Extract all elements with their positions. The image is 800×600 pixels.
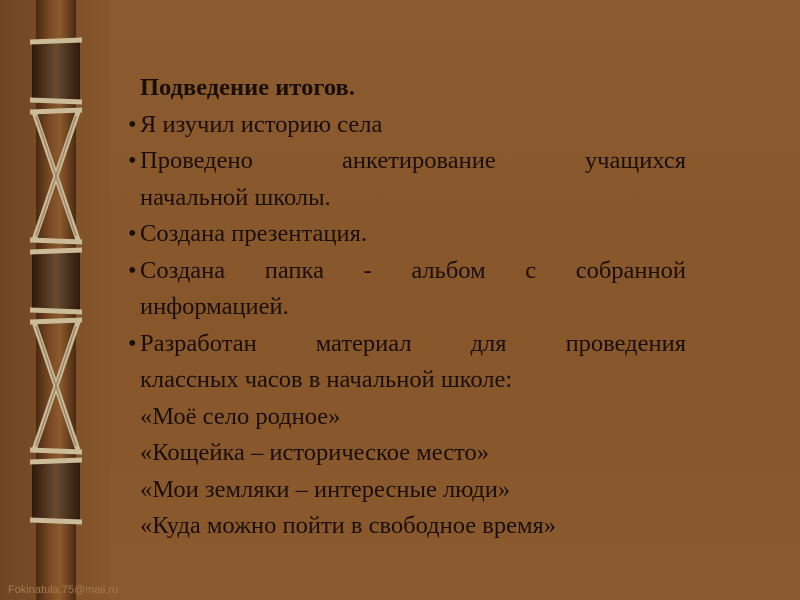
slide-title: Подведение итогов. <box>140 74 355 101</box>
bullet-text-continued: классных часов в начальной школе: <box>140 366 513 393</box>
topic-item: «Куда можно пойти в свободное время» <box>140 512 556 539</box>
bullet-marker: • <box>128 220 137 247</box>
watermark: Fokinatula.75@mail.ru <box>8 584 119 596</box>
bullet-item <box>128 253 686 326</box>
bullet-text-continued: информацией. <box>140 293 289 320</box>
bullet-item <box>128 107 686 144</box>
bullet-marker: • <box>128 147 137 174</box>
bullet-item <box>128 143 686 216</box>
bullet-text: Проведено анкетирование учащихся <box>140 147 686 174</box>
bullet-marker: • <box>128 110 137 138</box>
bullet-text: Я изучил историю села <box>140 110 383 138</box>
topic-item: «Мои земляки – интересные люди» <box>140 475 511 503</box>
rope-bound-wooden-pole-icon <box>30 0 82 600</box>
topic-item: «Моё село родное» <box>140 402 341 430</box>
topic-item: «Кощейка – историческое место» <box>140 439 489 466</box>
slide-content <box>128 70 686 545</box>
bullet-text: Разработан материал для проведения <box>140 329 686 357</box>
bullet-text-continued: начальной школы. <box>140 183 331 211</box>
bullet-item <box>128 326 686 399</box>
bullet-text: Создана презентация. <box>140 220 367 247</box>
bullet-marker: • <box>128 329 137 357</box>
bullet-marker: • <box>128 256 137 284</box>
bullet-text: Создана папка - альбом с собранной <box>140 256 686 284</box>
bullet-item <box>128 216 686 253</box>
